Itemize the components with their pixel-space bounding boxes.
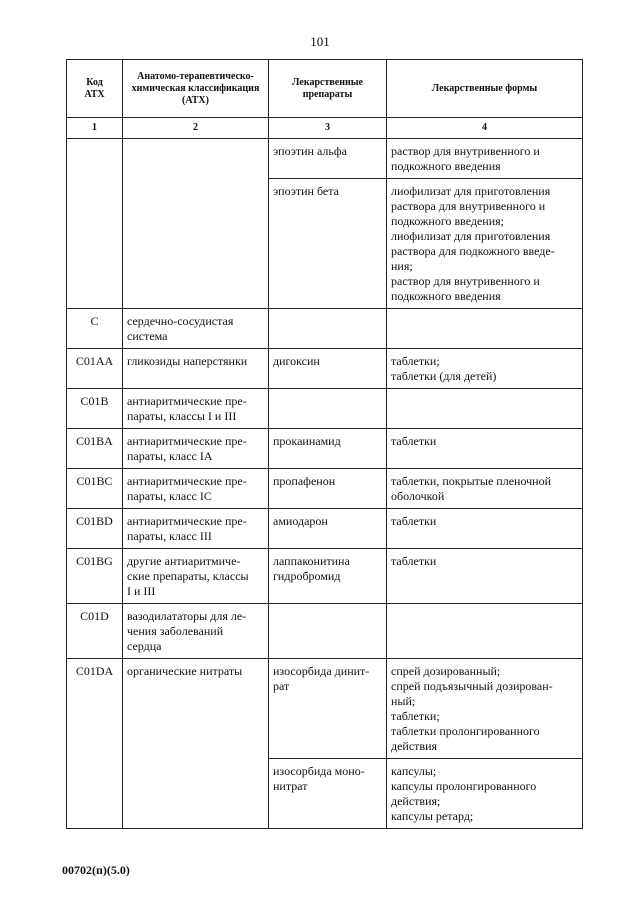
table-header-row	[67, 60, 583, 118]
column-number: 2	[123, 118, 269, 139]
cell-drug: эпоэтин бета	[269, 179, 387, 309]
column-number: 4	[387, 118, 583, 139]
table-row	[67, 659, 583, 759]
cell-classification: антиаритмические пре- параты, класс IA	[123, 429, 269, 469]
cell-code: C01AA	[67, 349, 123, 389]
cell-drug: эпоэтин альфа	[269, 139, 387, 179]
table-row	[67, 139, 583, 179]
cell-drug: амиодарон	[269, 509, 387, 549]
cell-classification: антиаритмические пре- параты, класс III	[123, 509, 269, 549]
cell-classification	[123, 139, 269, 309]
cell-classification: вазодилататоры для ле- чения заболеваний сердца	[123, 604, 269, 659]
column-number: 3	[269, 118, 387, 139]
cell-drug	[269, 604, 387, 659]
cell-forms	[387, 309, 583, 349]
cell-code: C01D	[67, 604, 123, 659]
cell-forms: таблетки; таблетки (для детей)	[387, 349, 583, 389]
cell-code: C01B	[67, 389, 123, 429]
cell-forms: раствор для внутривенного и подкожного введения	[387, 139, 583, 179]
cell-drug: прокаинамид	[269, 429, 387, 469]
cell-drug: дигоксин	[269, 349, 387, 389]
header-atc-classification: Анатомо-терапевтическо- химическая классификация (АТХ)	[123, 60, 269, 118]
cell-classification: антиаритмические пре- параты, класс IC	[123, 469, 269, 509]
cell-classification: органические нитраты	[123, 659, 269, 829]
page-number: 101	[310, 34, 330, 49]
cell-classification: сердечно-сосудистая система	[123, 309, 269, 349]
header-dosage-forms: Лекарственные формы	[387, 60, 583, 118]
cell-drug	[269, 389, 387, 429]
cell-forms: лиофилизат для приготовления раствора для внутривенного и подкожного введения; лиофилизат для приготовления раствора для подкожного введе- ния; раствор для внутривенного и подкожного введения	[387, 179, 583, 309]
table-row	[67, 349, 583, 389]
cell-forms: спрей дозированный; спрей подъязычный дозирован- ный; таблетки; таблетки пролонгированного действия	[387, 659, 583, 759]
cell-drug	[269, 309, 387, 349]
cell-classification: другие антиаритмиче- ские препараты, классы I и III	[123, 549, 269, 604]
drug-table	[66, 59, 583, 829]
cell-forms: капсулы; капсулы пролонгированного действия; капсулы ретард;	[387, 759, 583, 829]
cell-forms: таблетки, покрытые пленочной оболочкой	[387, 469, 583, 509]
document-code: 00702(п)(5.0)	[62, 863, 130, 877]
cell-code: C01DA	[67, 659, 123, 829]
table-row	[67, 549, 583, 604]
cell-code: C	[67, 309, 123, 349]
header-drugs: Лекарственные препараты	[269, 60, 387, 118]
cell-code	[67, 139, 123, 309]
table-row	[67, 509, 583, 549]
table-row	[67, 604, 583, 659]
cell-forms: таблетки	[387, 549, 583, 604]
table-row	[67, 309, 583, 349]
cell-forms: таблетки	[387, 429, 583, 469]
cell-code: C01BD	[67, 509, 123, 549]
column-number: 1	[67, 118, 123, 139]
cell-classification: антиаритмические пре- параты, классы I и III	[123, 389, 269, 429]
table-row	[67, 389, 583, 429]
cell-code: C01BC	[67, 469, 123, 509]
table-row	[67, 429, 583, 469]
cell-classification: гликозиды наперстянки	[123, 349, 269, 389]
cell-code: C01BG	[67, 549, 123, 604]
table-row	[67, 469, 583, 509]
cell-code: C01BA	[67, 429, 123, 469]
cell-forms	[387, 389, 583, 429]
cell-drug: изосорбида динит- рат	[269, 659, 387, 759]
cell-drug: изосорбида моно- нитрат	[269, 759, 387, 829]
header-atc-code: Код АТХ	[67, 60, 123, 118]
cell-forms: таблетки	[387, 509, 583, 549]
cell-drug: пропафенон	[269, 469, 387, 509]
cell-forms	[387, 604, 583, 659]
cell-drug: лаппаконитина гидробромид	[269, 549, 387, 604]
column-number-row	[67, 118, 583, 139]
